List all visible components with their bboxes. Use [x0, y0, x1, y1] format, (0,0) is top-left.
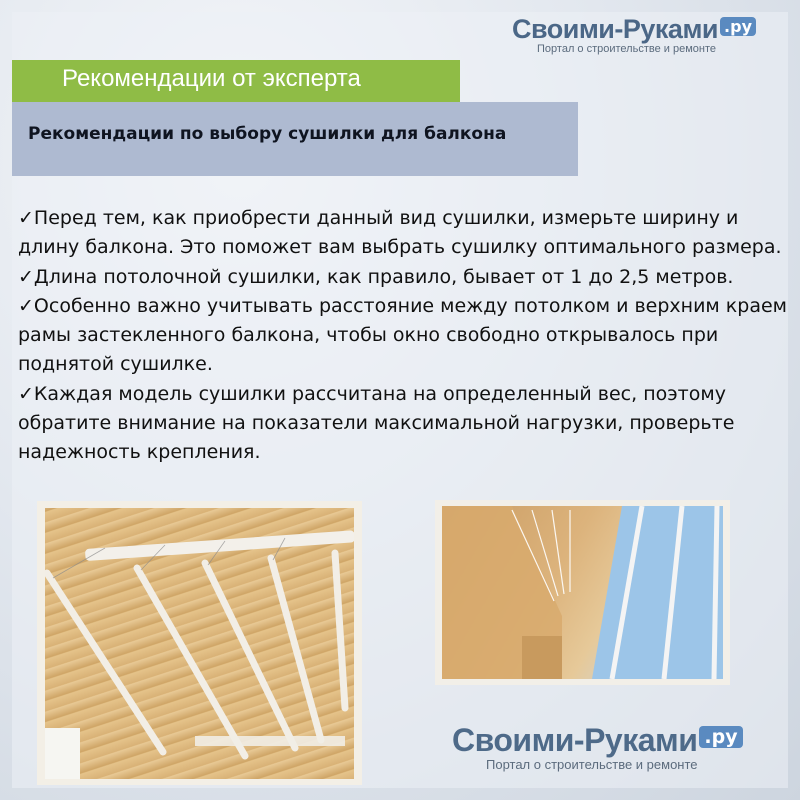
title-band: [12, 102, 578, 176]
expert-badge: [12, 60, 460, 102]
tip-item: ✓Особенно важно учитывать расстояние между потолком и верхним краем рамы застекленного балкона, чтобы окно свободно открывалось при поднятой сушилке.: [18, 294, 787, 376]
logo-tagline: Портал о строительстве и ремонте: [486, 757, 698, 772]
logo-domain: .ру: [699, 726, 742, 748]
tip-item: ✓Каждая модель сушилки рассчитана на определенный вес, поэтому обратите внимание на показатели максимальной нагрузки, проверьте надежность крепления.: [18, 382, 735, 464]
site-logo-top[interactable]: [512, 14, 756, 55]
tips-list: [18, 204, 788, 468]
ceiling-dryer-photo: [37, 501, 362, 785]
page-title: Рекомендации по выбору сушилки для балкона: [28, 124, 507, 144]
logo-tagline: Портал о строительстве и ремонте: [537, 43, 716, 55]
logo-domain: .ру: [720, 17, 756, 36]
tip-item: ✓Длина потолочной сушилки, как правило, бывает от 1 до 2,5 метров.: [18, 265, 734, 288]
tip-item: ✓Перед тем, как приобрести данный вид сушилки, измерьте ширину и длину балкона. Это поможет вам выбрать сушилку оптимального размера.: [18, 207, 782, 259]
logo-brand: Своими-Руками: [452, 722, 698, 758]
site-logo-bottom[interactable]: [452, 722, 743, 772]
expert-badge-label: Рекомендации от эксперта: [62, 65, 361, 92]
logo-brand: Своими-Руками: [512, 14, 719, 44]
balcony-dryer-photo: [435, 500, 730, 685]
